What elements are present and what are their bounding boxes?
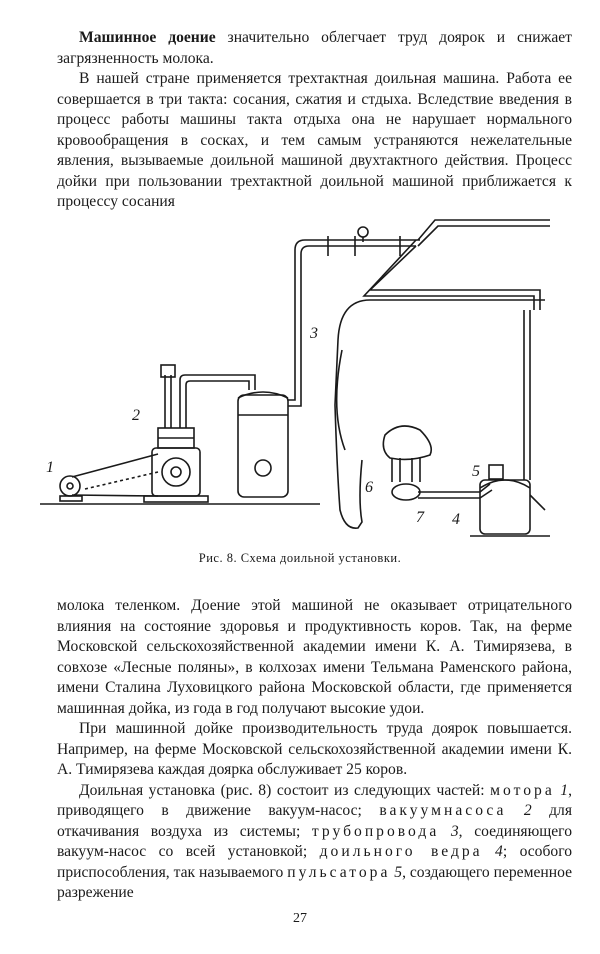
page-number: 27 bbox=[293, 911, 307, 926]
bottom-text bbox=[57, 596, 572, 904]
label-5: 5 bbox=[472, 463, 480, 480]
motor-shape bbox=[60, 476, 80, 496]
milk-bucket-shape bbox=[480, 480, 530, 534]
paragraph-3: молока теленком. Доение этой машиной не оказывает отрицательного влияния на состояние здоровья и продуктивность коров. Так, на ферме Московской сельскохозяйственной академии имени К. А. Тимирязева, в совхозе «Лесные поляны», в колхозах имени Тельмана Раменского района, имени Сталина Луховицкого района Московской области, где применяется машинная дойка, из года в год получают высокие удои. bbox=[57, 597, 572, 717]
milking-installation-diagram bbox=[40, 210, 580, 545]
vacuum-pump-shape bbox=[152, 448, 200, 496]
top-text bbox=[57, 28, 572, 213]
label-2: 2 bbox=[132, 407, 140, 424]
label-7: 7 bbox=[416, 509, 424, 526]
label-6: 6 bbox=[365, 479, 373, 496]
figure-caption: Рис. 8. Схема доильной установки. bbox=[198, 551, 402, 565]
vacuum-tank-shape bbox=[238, 395, 288, 497]
label-4: 4 bbox=[452, 511, 460, 528]
paragraph-2: В нашей стране применяется трехтактная доильная машина. Работа ее совершается в три такта: сосания, сжатия и стдыха. Вследствие введения в процесс работы машины такта отдыха она не нарушает нормального кровообращения в сосках, и тем самым устраняются нежелательные явления, вызываемые доильной машиной двухтактного действия. Процесс дойки при пользовании трехтактной доильной машиной приближается к процессу сосания bbox=[57, 70, 572, 210]
pulsator-shape bbox=[489, 465, 503, 479]
paragraph-1: Машинное доение значительно облегчает труд доярок и снижает загрязненность молока. bbox=[57, 29, 572, 67]
paragraph-4: При машинной дойке производительность труда доярок повышается. Например, на ферме Московской сельскохозяйственной академии имени К. А. Тимирязева каждая доярка обслуживает 25 коров. bbox=[57, 720, 572, 778]
paragraph-5: Доильная установка (рис. 8) состоит из следующих частей: мотора 1, приводящего в движение вакуум-насос; вакуумнасоса 2 для откачивания воздуха из системы; трубопровода 3, соединяющего вакуум-насос со всей установкой; доильного ведра 4; особого приспособления, так называемого пульсатора 5, создающего переменное разрежение bbox=[57, 781, 573, 901]
label-1: 1 bbox=[46, 459, 54, 476]
bold-term: Машинное доение bbox=[79, 29, 216, 46]
label-3: 3 bbox=[310, 325, 318, 342]
